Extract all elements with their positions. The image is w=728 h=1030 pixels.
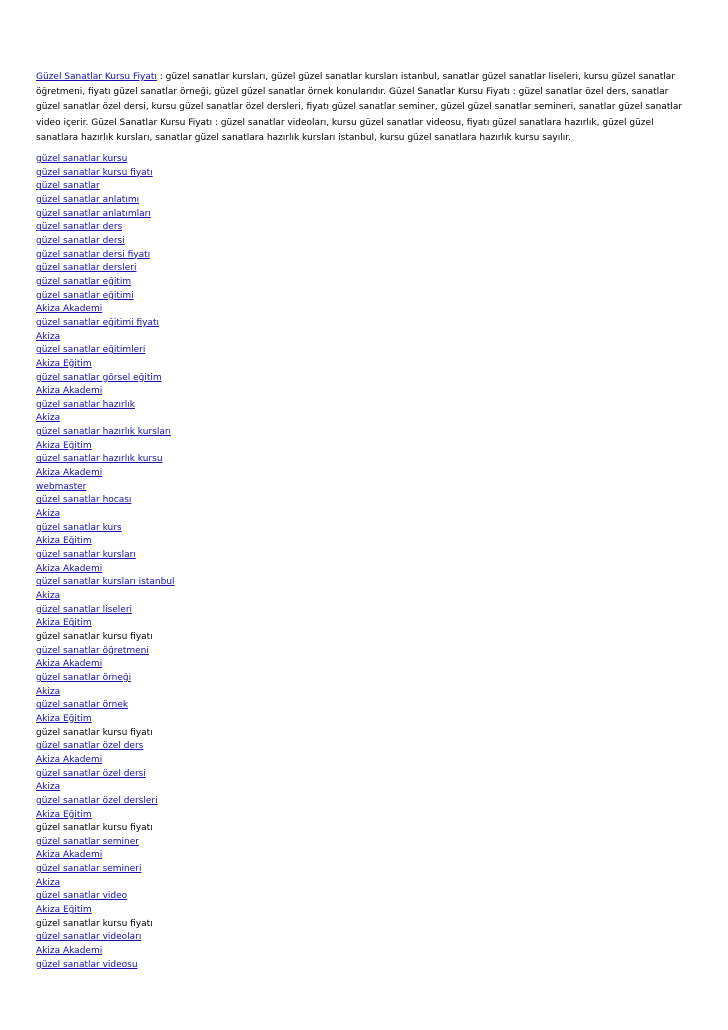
keyword-link[interactable]: güzel sanatlar kursları — [36, 550, 136, 561]
keyword-link[interactable]: Akiza — [36, 331, 61, 342]
keyword-link[interactable]: güzel sanatlar dersleri — [36, 263, 137, 274]
keyword-link[interactable]: Akiza Akademi — [36, 659, 103, 670]
keyword-link[interactable]: güzel sanatlar özel dersleri — [36, 795, 158, 806]
keyword-link[interactable]: Akiza Akademi — [36, 304, 103, 315]
keyword-link[interactable]: güzel sanatlar — [36, 181, 100, 192]
keyword-link[interactable]: güzel sanatlar hazırlık — [36, 399, 135, 410]
keyword-text: güzel sanatlar kursu fiyatı — [36, 823, 153, 834]
keyword-link[interactable]: Akiza Akademi — [36, 386, 103, 397]
keyword-link[interactable]: güzel sanatlar örneği — [36, 672, 132, 683]
keyword-link[interactable]: güzel sanatlar kursları istanbul — [36, 577, 175, 588]
keyword-link[interactable]: güzel sanatlar anlatımları — [36, 208, 151, 219]
keyword-link[interactable]: Akiza — [36, 782, 61, 793]
keyword-link[interactable]: webmaster — [36, 481, 87, 492]
keyword-link[interactable]: güzel sanatlar görsel eğitim — [36, 372, 162, 383]
keyword-link[interactable]: Akiza Eğitim — [36, 358, 92, 369]
keyword-link[interactable]: güzel sanatlar eğitimleri — [36, 345, 146, 356]
keyword-link[interactable]: Akiza — [36, 591, 61, 602]
keyword-link[interactable]: Akiza Eğitim — [36, 440, 92, 451]
keyword-link[interactable]: güzel sanatlar video — [36, 891, 128, 902]
keyword-link[interactable]: Akiza Akademi — [36, 754, 103, 765]
keyword-link[interactable]: güzel sanatlar öğretmeni — [36, 645, 149, 656]
keyword-link[interactable]: güzel sanatlar özel ders — [36, 741, 144, 752]
keyword-link[interactable]: Akiza — [36, 686, 61, 697]
keyword-link[interactable]: Akiza Akademi — [36, 946, 103, 957]
keyword-link[interactable]: Akiza Eğitim — [36, 809, 92, 820]
keyword-link[interactable]: güzel sanatlar eğitimi fiyatı — [36, 317, 160, 328]
keyword-link[interactable]: güzel sanatlar eğitimi — [36, 290, 134, 301]
keyword-link[interactable]: Akiza Eğitim — [36, 905, 92, 916]
keyword-link[interactable]: güzel sanatlar anlatımı — [36, 194, 140, 205]
keyword-link[interactable]: Akiza Eğitim — [36, 618, 92, 629]
keyword-link[interactable]: güzel sanatlar seminer — [36, 836, 140, 847]
keyword-link[interactable]: güzel sanatlar hazırlık kursları — [36, 427, 172, 438]
keyword-link[interactable]: güzel sanatlar hazırlık kursu — [36, 454, 163, 465]
keyword-link[interactable]: Akiza Akademi — [36, 563, 103, 574]
keyword-link[interactable]: güzel sanatlar ders — [36, 222, 123, 233]
keyword-text: güzel sanatlar kursu fiyatı — [36, 631, 153, 642]
keyword-link[interactable]: Akiza — [36, 413, 61, 424]
keyword-link[interactable]: Akiza Eğitim — [36, 713, 92, 724]
intro-title-link[interactable]: Güzel Sanatlar Kursu Fiyatı — [36, 72, 157, 82]
keyword-link-list — [36, 153, 692, 972]
keyword-link[interactable]: Akiza — [36, 509, 61, 520]
keyword-text: güzel sanatlar kursu fiyatı — [36, 918, 153, 929]
keyword-link[interactable]: Akiza Eğitim — [36, 536, 92, 547]
keyword-link[interactable]: güzel sanatlar kursu fiyatı — [36, 167, 153, 178]
keyword-link[interactable]: güzel sanatlar kurs — [36, 522, 122, 533]
keyword-link[interactable]: güzel sanatlar videosu — [36, 959, 138, 970]
keyword-link[interactable]: güzel sanatlar özel dersi — [36, 768, 146, 779]
keyword-link[interactable]: güzel sanatlar hocası — [36, 495, 132, 506]
keyword-text: güzel sanatlar kursu fiyatı — [36, 727, 153, 738]
keyword-link[interactable]: güzel sanatlar videoları — [36, 932, 142, 943]
keyword-link[interactable]: Akiza Akademi — [36, 850, 103, 861]
keyword-link[interactable]: güzel sanatlar dersi fiyatı — [36, 249, 151, 260]
keyword-link[interactable]: Akiza — [36, 877, 61, 888]
keyword-link[interactable]: güzel sanatlar kursu — [36, 154, 128, 165]
keyword-link[interactable]: güzel sanatlar liseleri — [36, 604, 133, 615]
keyword-link[interactable]: güzel sanatlar eğitim — [36, 276, 132, 287]
intro-body-text: : güzel sanatlar kursları, güzel güzel sanatlar kursları istanbul, sanatlar güzel sanatlar liseleri, kursu güzel sanatlar öğretmeni, fiyatı güzel sanatlar örneği, güzel güzel sanatlar örnek konularıdır. Güzel Sanatlar Kursu Fiyatı : güzel sanatlar özel ders, sanatlar güzel sanatlar özel dersi, kursu güzel sanatlar özel dersleri, fiyatı güzel sanatlar seminer, güzel güzel sanatlar semineri, sanatlar güzel sanatlar video içerir. Güzel Sanatlar Kursu Fiyatı : güzel sanatlar videoları, kursu güzel sanatlar videosu, fiyatı güzel sanatlara hazırlık, güzel güzel sanatlara hazırlık kursları, sanatlar güzel sanatlara hazırlık kursları istanbul, kursu güzel sanatlara hazırlık kursu sayılır. — [36, 72, 683, 143]
keyword-link[interactable]: Akiza Akademi — [36, 468, 103, 479]
keyword-link[interactable]: güzel sanatlar örnek — [36, 700, 129, 711]
keyword-link[interactable]: güzel sanatlar semineri — [36, 864, 142, 875]
intro-paragraph — [36, 70, 692, 146]
keyword-link[interactable]: güzel sanatlar dersi — [36, 235, 125, 246]
